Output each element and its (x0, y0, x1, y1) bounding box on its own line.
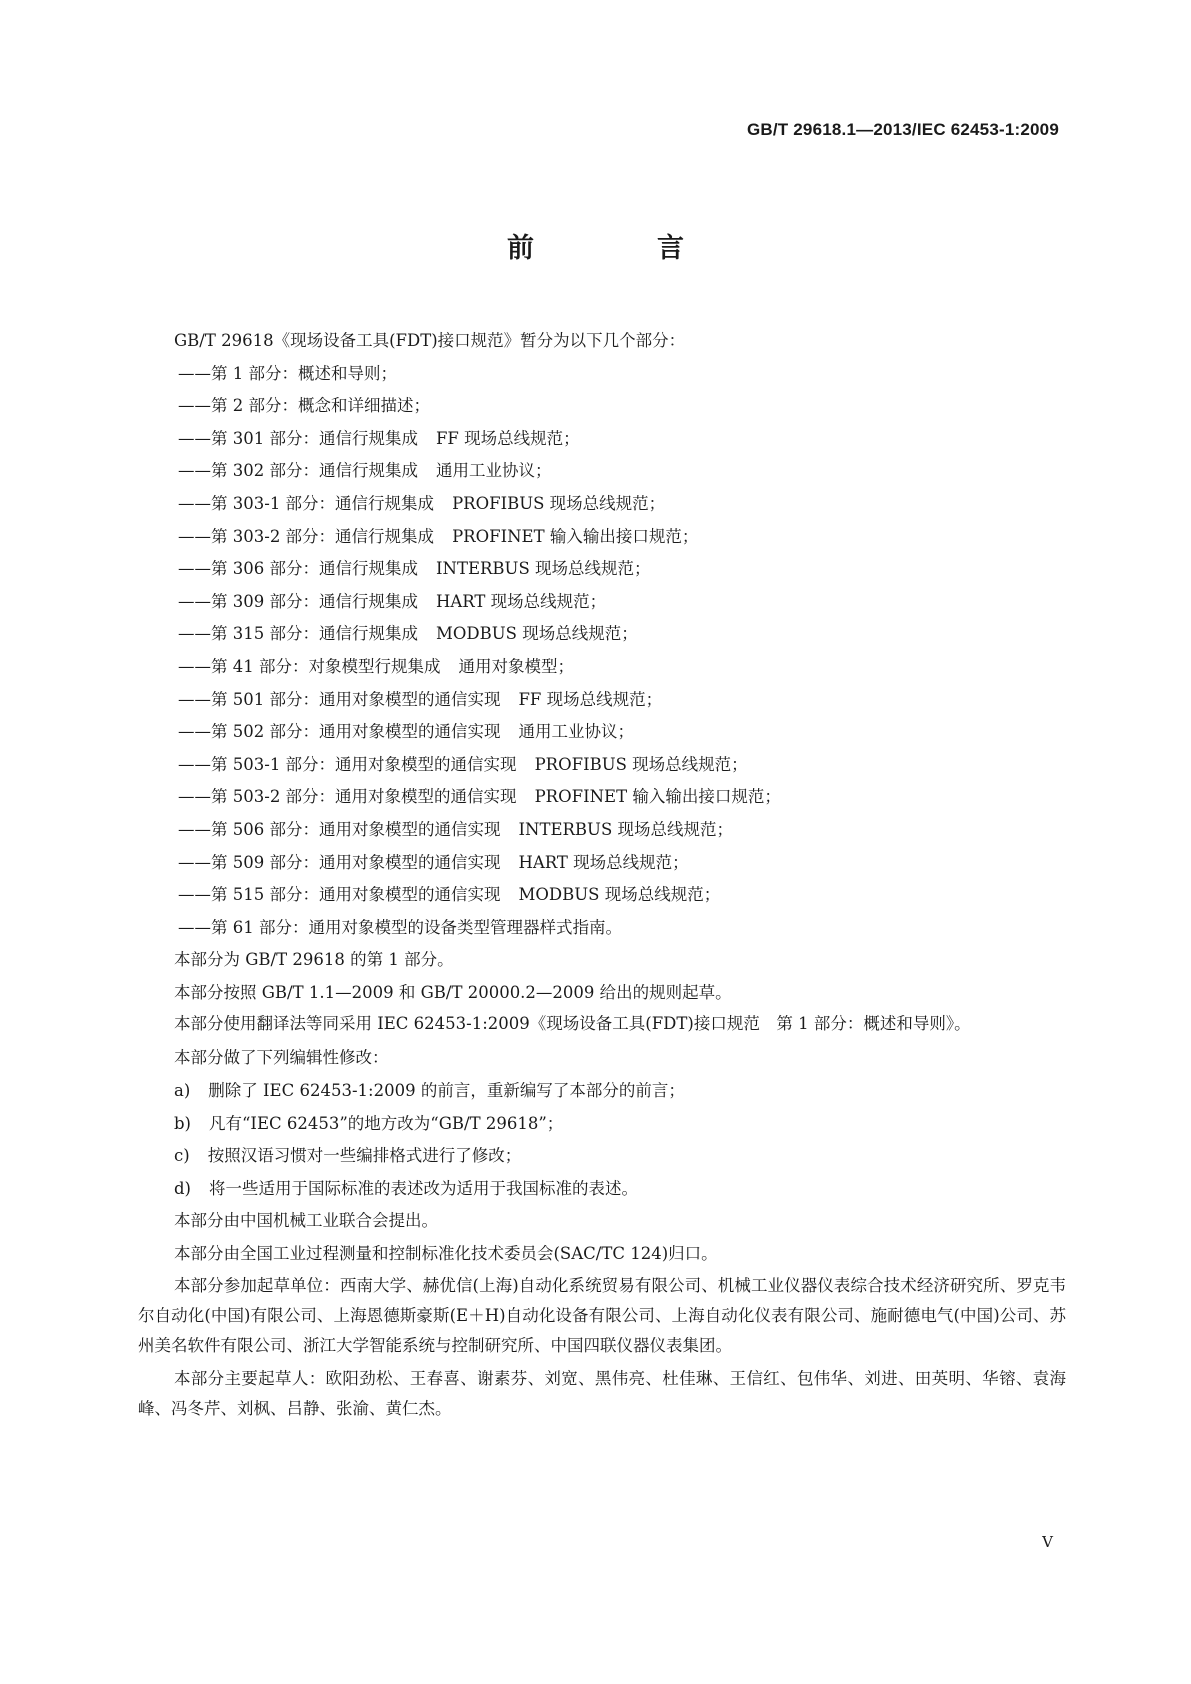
list-item: ——第 309 部分：通信行规集成 HART 现场总线规范； (178, 591, 607, 611)
parts-list (138, 358, 1066, 945)
foreword-body (138, 325, 1066, 1427)
list-item: ——第 502 部分：通用对象模型的通信实现 通用工业协议； (178, 722, 634, 742)
list-item: ——第 303-2 部分：通信行规集成 PROFINET 输入输出接口规范； (178, 526, 699, 546)
list-item: ——第 501 部分：通用对象模型的通信实现 FF 现场总线规范； (178, 689, 663, 709)
standard-code: GB/T 29618.1—2013/IEC 62453-1:2009 (746, 120, 1059, 139)
proposed-by-paragraph: 本部分由中国机械工业联合会提出。 (174, 1211, 438, 1231)
list-item: ——第 301 部分：通信行规集成 FF 现场总线规范； (178, 428, 580, 448)
centralized-by-paragraph: 本部分由全国工业过程测量和控制标准化技术委员会(SAC/TC 124)归口。 (174, 1244, 718, 1264)
drafting-units-paragraph: 本部分参加起草单位：西南大学、赫优信(上海)自动化系统贸易有限公司、机械工业仪器仪表综合技术经济研究所、罗克韦尔自动化(中国)有限公司、上海恩德斯豪斯(E＋H)自动化设备有限公司、上海自动化仪表有限公司、施耐德电气(中国)公司、苏州美名软件有限公司、浙江大学智能系统与控制研究所、中国四联仪器仪表集团。 (138, 1275, 1066, 1355)
list-item: a) 删除了 IEC 62453-1:2009 的前言，重新编写了本部分的前言； (174, 1081, 685, 1101)
list-item: ——第 302 部分：通信行规集成 通用工业协议； (178, 461, 552, 481)
list-item: ——第 315 部分：通信行规集成 MODBUS 现场总线规范； (178, 624, 638, 644)
list-item: b) 凡有“IEC 62453”的地方改为“GB/T 29618”； (174, 1113, 564, 1133)
edits-list (138, 1075, 1066, 1205)
page-title: 前 言 (507, 233, 732, 264)
list-item: ——第 2 部分：概念和详细描述； (178, 396, 430, 416)
list-item: ——第 503-1 部分：通用对象模型的通信实现 PROFIBUS 现场总线规范； (178, 754, 748, 774)
list-item: ——第 503-2 部分：通用对象模型的通信实现 PROFINET 输入输出接口规范； (178, 787, 781, 807)
adoption-paragraph: 本部分使用翻译法等同采用 IEC 62453-1:2009《现场设备工具(FDT)接口规范 第 1 部分：概述和导则》。 (174, 1014, 971, 1034)
list-item: ——第 509 部分：通用对象模型的通信实现 HART 现场总线规范； (178, 852, 689, 872)
edits-intro-paragraph: 本部分做了下列编辑性修改： (174, 1048, 389, 1068)
intro-paragraph: GB/T 29618《现场设备工具(FDT)接口规范》暂分为以下几个部分： (174, 331, 686, 350)
list-item: ——第 41 部分：对象模型行规集成 通用对象模型； (178, 656, 574, 676)
list-item: ——第 303-1 部分：通信行规集成 PROFIBUS 现场总线规范； (178, 493, 666, 513)
list-item: ——第 1 部分：概述和导则； (178, 363, 397, 383)
list-item: ——第 506 部分：通用对象模型的通信实现 INTERBUS 现场总线规范； (178, 819, 733, 839)
page-number: V (1042, 1533, 1053, 1551)
list-item: ——第 306 部分：通信行规集成 INTERBUS 现场总线规范； (178, 559, 651, 579)
list-item: ——第 515 部分：通用对象模型的通信实现 MODBUS 现场总线规范； (178, 885, 721, 905)
drafters-paragraph: 本部分主要起草人：欧阳劲松、王春喜、谢素芬、刘宽、黑伟亮、杜佳琳、王信红、包伟华、刘进、田英明、华镕、袁海峰、冯冬芹、刘枫、吕静、张渝、黄仁杰。 (138, 1368, 1066, 1418)
list-item: ——第 61 部分：通用对象模型的设备类型管理器样式指南。 (178, 917, 622, 937)
list-item: c) 按照汉语习惯对一些编排格式进行了修改； (174, 1146, 522, 1166)
part-of-paragraph: 本部分为 GB/T 29618 的第 1 部分。 (174, 950, 454, 970)
list-item: d) 将一些适用于国际标准的表述改为适用于我国标准的表述。 (174, 1178, 638, 1198)
drafting-rules-paragraph: 本部分按照 GB/T 1.1—2009 和 GB/T 20000.2—2009 给出的规则起草。 (174, 982, 732, 1002)
